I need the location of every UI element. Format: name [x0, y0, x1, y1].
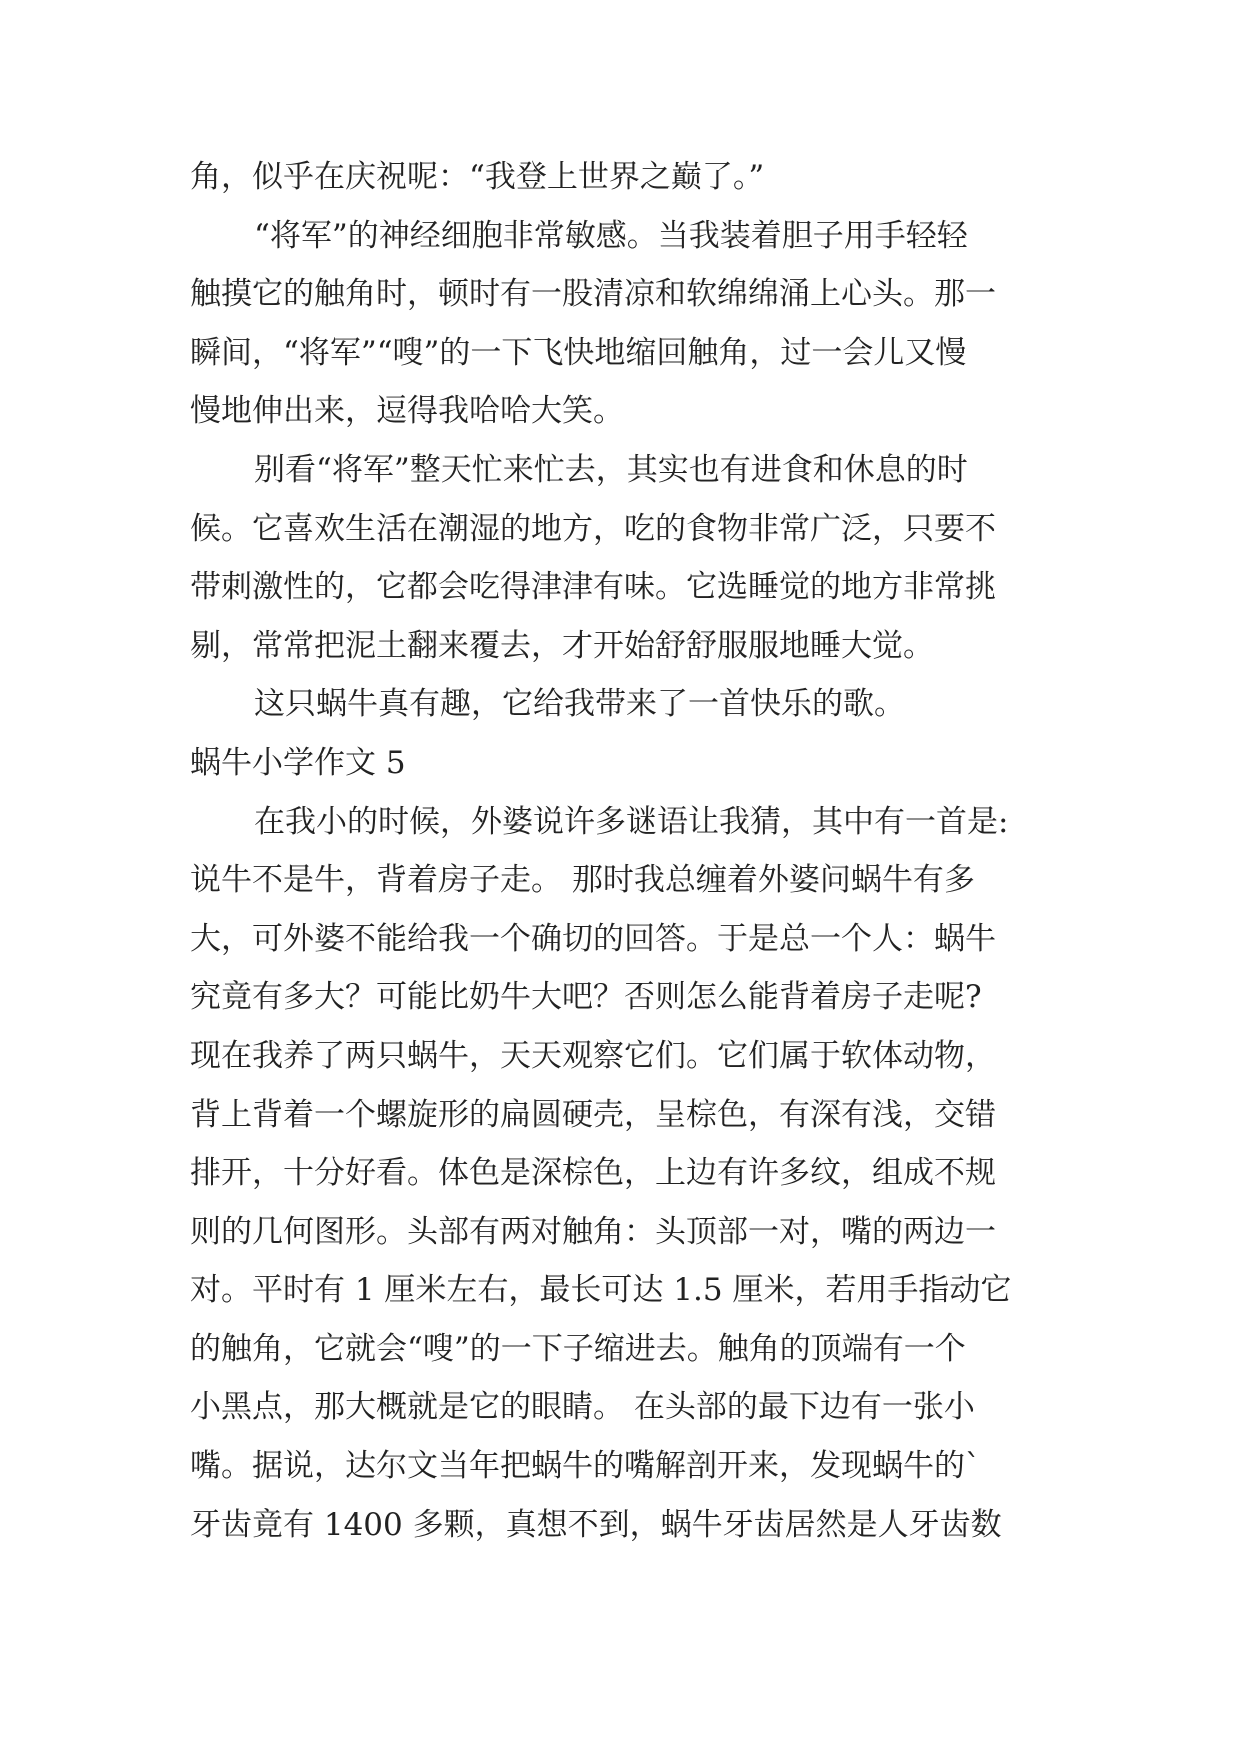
text-line: 候。它喜欢生活在潮湿的地方，吃的食物非常广泛，只要不: [190, 510, 996, 547]
text-line: 则的几何图形。头部有两对触角：头顶部一对，嘴的两边一: [190, 1213, 996, 1250]
section-heading: 蜗牛小学作文 5: [190, 744, 406, 781]
text-line: 角，似乎在庆祝呢：“我登上世界之巅了。”: [190, 159, 765, 195]
paragraph-start-line: 在我小的时候，外婆说许多谜语让我猜，其中有一首是:: [254, 803, 1009, 840]
paragraph-start-line: 这只蜗牛真有趣，它给我带来了一首快乐的歌。: [254, 686, 905, 723]
text-line: 背上背着一个螺旋形的扁圆硬壳，呈棕色，有深有浅，交错: [190, 1096, 996, 1133]
text-line: 排开，十分好看。体色是深棕色，上边有许多纹，组成不规: [190, 1155, 996, 1192]
text-line: 触摸它的触角时，顿时有一股清凉和软绵绵涌上心头。那一: [190, 276, 996, 313]
paragraph-start-line: “将军”的神经细胞非常敏感。当我装着胆子用手轻轻: [254, 217, 968, 254]
text-line: 现在我养了两只蜗牛，天天观察它们。它们属于软体动物，: [190, 1037, 996, 1074]
text-line: 瞬间，“将军”“嗖”的一下飞快地缩回触角，过一会儿又慢: [190, 334, 967, 371]
text-line: 带刺激性的，它都会吃得津津有味。它选睡觉的地方非常挑: [190, 569, 996, 606]
text-line: 对。平时有 1 厘米左右，最长可达 1.5 厘米，若用手指动它: [190, 1272, 1012, 1309]
text-line: 慢地伸出来，逗得我哈哈大笑。: [190, 393, 624, 430]
text-line: 小黑点，那大概就是它的眼睛。 在头部的最下边有一张小: [190, 1389, 975, 1426]
document-body: [190, 148, 1060, 1554]
text-line: 剔，常常把泥土翻来覆去，才开始舒舒服服地睡大觉。: [190, 627, 934, 664]
text-line: 的触角，它就会“嗖”的一下子缩进去。触角的顶端有一个: [190, 1330, 966, 1367]
text-line: 说牛不是牛，背着房子走。 那时我总缠着外婆问蜗牛有多: [190, 862, 975, 899]
paragraph-start-line: 别看“将军”整天忙来忙去，其实也有进食和休息的时: [254, 451, 968, 488]
text-line: 嘴。据说，达尔文当年把蜗牛的嘴解剖开来，发现蜗牛的`: [190, 1448, 981, 1485]
text-line: 大，可外婆不能给我一个确切的回答。于是总一个人：蜗牛: [190, 920, 996, 957]
text-line: 牙齿竟有 1400 多颗，真想不到，蜗牛牙齿居然是人牙齿数: [190, 1506, 1002, 1543]
text-line: 究竟有多大？可能比奶牛大吧？否则怎么能背着房子走呢?: [190, 979, 982, 1016]
